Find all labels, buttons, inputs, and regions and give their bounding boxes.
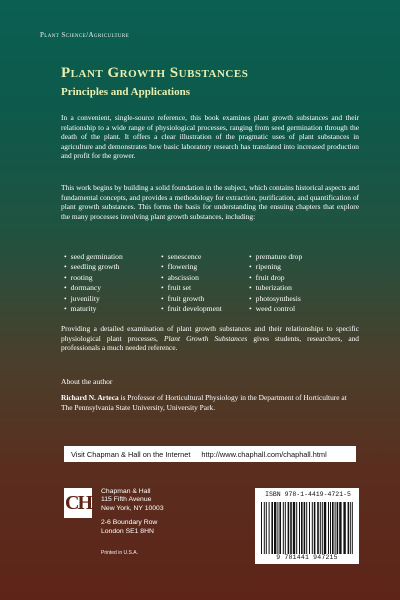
barcode-bar [337, 502, 339, 554]
barcode-bar [271, 502, 273, 554]
topic-bullet-list [64, 252, 364, 314]
publisher-logo: CH [64, 488, 92, 518]
book-title: Plant Growth Substances [61, 65, 249, 81]
publisher-name: Chapman & Hall [101, 488, 151, 495]
book-subtitle: Principles and Applications [61, 86, 190, 98]
bullet-item: • seedling growth [64, 262, 161, 272]
publisher-uk-address-line-2: London SE1 8HN [101, 527, 154, 535]
barcode-bar [290, 502, 292, 554]
barcode-graphic [261, 502, 353, 554]
barcode-bar [320, 502, 321, 554]
website-url[interactable]: http://www.chaphall.com/chaphall.html [201, 449, 327, 459]
barcode-bar [314, 502, 316, 554]
bullet-item: • seed germination [64, 252, 161, 262]
barcode-bar [283, 502, 284, 554]
barcode-bar [279, 502, 281, 554]
printed-in-label: Printed in U.S.A. [101, 550, 138, 556]
bullet-item: • weed control [249, 304, 359, 314]
barcode-bar [330, 502, 331, 554]
category-label: Plant Science/Agriculture [40, 31, 130, 39]
bullet-item: • tuberization [249, 283, 359, 293]
publisher-uk-address-line-1: 2-6 Boundary Row [101, 519, 158, 527]
barcode-bar [288, 502, 290, 554]
bullet-item: • senescence [161, 252, 249, 262]
publisher-us-address-line-1: 115 Fifth Avenue [101, 496, 152, 504]
bullet-item: • rooting [64, 273, 161, 283]
bullet-item: • ripening [249, 262, 359, 272]
website-label: Visit Chapman & Hall on the Internet [71, 449, 191, 459]
barcode-bar [266, 502, 267, 554]
barcode-bar [299, 502, 300, 554]
barcode-bar [277, 502, 278, 554]
barcode-bar [301, 502, 303, 554]
bullet-column-1 [64, 252, 161, 314]
bullet-item: • dormancy [64, 283, 161, 293]
barcode-bar [350, 502, 351, 554]
bullet-item: • juvenility [64, 294, 161, 304]
bullet-column-2 [161, 252, 249, 314]
barcode-bar [312, 502, 313, 554]
about-author-text [61, 393, 359, 412]
barcode-bar [322, 502, 323, 554]
p3-text-before: Providing a detailed examination of plant growth substances and their relationships to specific physiological plant processes, [61, 324, 359, 343]
barcode-bar [328, 502, 329, 554]
barcode-bar [274, 502, 276, 554]
bullet-item: • fruit drop [249, 273, 359, 283]
bullet-item: • fruit growth [161, 294, 249, 304]
p3-book-title: Plant Growth Substances [163, 333, 248, 343]
bullet-item: • premature drop [249, 252, 359, 262]
barcode-bar [317, 502, 319, 554]
barcode-bar [269, 502, 270, 554]
publisher-us-address-line-2: New York, NY 10003 [101, 504, 164, 512]
bullet-item: • photosynthesis [249, 294, 359, 304]
barcode-bar [309, 502, 310, 554]
p3-text-after: gives students, researchers, and professionals a much needed reference. [61, 333, 359, 353]
barcode-bar [339, 502, 341, 554]
barcode-bar [304, 502, 306, 554]
barcode-bar [306, 502, 307, 554]
barcode-bar [352, 502, 353, 554]
barcode-bar [335, 502, 336, 554]
barcode-bar [348, 502, 350, 554]
description-paragraph-3 [61, 324, 359, 353]
description-paragraph-2: This work begins by building a solid foundation in the subject, which contains historical aspects and fundamental concepts, and provides a methodology for extraction, purification, and quantification of plant growth substances. This forms the basis for understanding the ensuing chapters that explore the many processes involving plant growth substances, including: [61, 183, 359, 221]
bullet-item: • fruit development [161, 304, 249, 314]
isbn-text: ISBN 978-1-4419-4721-5 [265, 491, 351, 498]
description-paragraph-1: In a convenient, single-source reference, this book examines plant growth substances and their relationship to a wide range of physiological processes, ranging from seed germination through the death of the plant. It offers a clear illustration of the pragmatic uses of plant substances in agriculture and demonstrates how basic laboratory research has translated into increased production and profit for the grower. [61, 113, 359, 161]
author-bio: is Professor of Horticultural Physiology in the Department of Horticulture at The Pennsylvania State University, University Park. [61, 393, 347, 412]
barcode-bar [324, 502, 326, 554]
barcode-bar [261, 502, 262, 554]
isbn-barcode-box [255, 488, 359, 564]
barcode-bar [296, 502, 297, 554]
website-box [64, 446, 356, 462]
bullet-item: • maturity [64, 304, 161, 314]
bullet-item: • flowering [161, 262, 249, 272]
bullet-column-3 [249, 252, 359, 314]
author-name: Richard N. Arteca [61, 393, 119, 402]
barcode-bar [293, 502, 295, 554]
barcode-bar [343, 502, 345, 554]
barcode-bar [264, 502, 265, 554]
barcode-digits: 9 781441 947215 [276, 554, 338, 561]
about-author-heading: About the author [61, 377, 113, 386]
barcode-bar [332, 502, 334, 554]
bullet-item: • fruit set [161, 283, 249, 293]
publisher-address [101, 488, 164, 536]
bullet-item: • abscission [161, 273, 249, 283]
barcode-bar [285, 502, 286, 554]
